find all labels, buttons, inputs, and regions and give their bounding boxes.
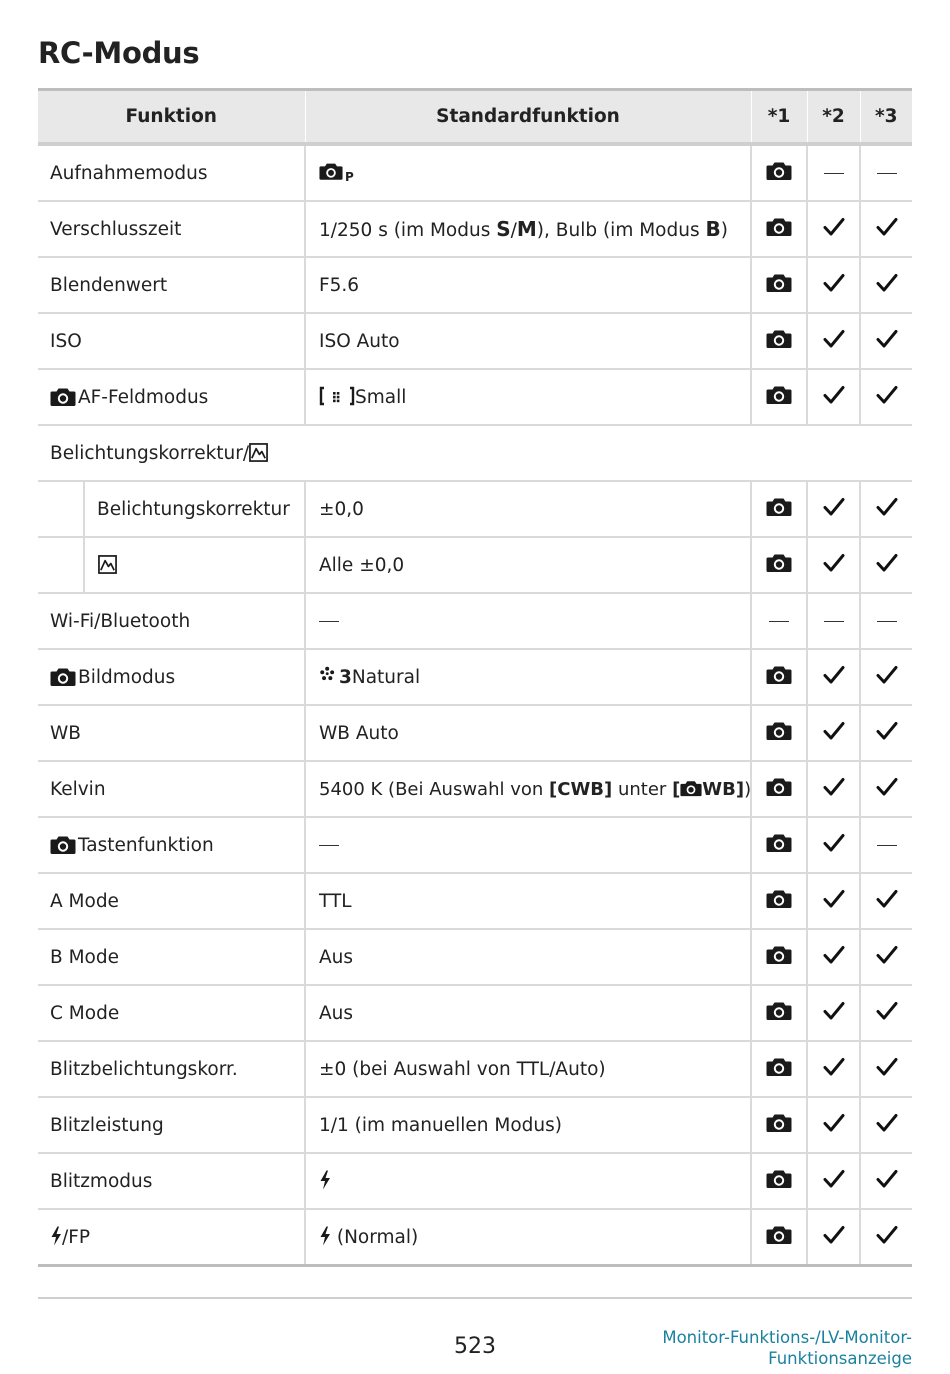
group-function bbox=[38, 425, 912, 481]
table-row bbox=[38, 649, 912, 705]
table-row bbox=[38, 369, 912, 425]
table-row bbox=[38, 313, 912, 369]
col2-checkmark-icon bbox=[807, 481, 860, 537]
col2-checkmark-icon bbox=[807, 313, 860, 369]
col3-checkmark-icon bbox=[860, 649, 912, 705]
page-title: RC-Modus bbox=[38, 36, 200, 70]
section-link-line1[interactable]: Monitor-Funktions-/LV-Monitor- bbox=[662, 1328, 912, 1347]
col1-camera-icon bbox=[751, 537, 807, 593]
function-label: /FP bbox=[62, 1227, 91, 1248]
col2-checkmark-icon bbox=[807, 649, 860, 705]
default-label: (Normal) bbox=[331, 1227, 419, 1248]
col1-dash-icon bbox=[751, 593, 807, 649]
row-default: WB Auto bbox=[305, 705, 751, 761]
row-default: ±0 (bei Auswahl von TTL/Auto) bbox=[305, 1041, 751, 1097]
row-function: WB bbox=[38, 705, 305, 761]
col3-checkmark-icon bbox=[860, 705, 912, 761]
row-default: TTL bbox=[305, 873, 751, 929]
col3-checkmark-icon bbox=[860, 201, 912, 257]
row-default bbox=[305, 369, 751, 425]
table-row bbox=[38, 481, 912, 537]
row-default: Aus bbox=[305, 929, 751, 985]
row-function: ISO bbox=[38, 313, 305, 369]
group-label: Belichtungskorrektur/ bbox=[50, 442, 250, 464]
col2-checkmark-icon bbox=[807, 1097, 860, 1153]
camera-icon bbox=[50, 667, 76, 687]
footer-divider bbox=[38, 1297, 912, 1299]
mode-b-label: B bbox=[705, 217, 721, 241]
row-function: Blitzmodus bbox=[38, 1153, 305, 1209]
table-row bbox=[38, 201, 912, 257]
col3-checkmark-icon bbox=[860, 1097, 912, 1153]
col3-dash-icon bbox=[860, 144, 912, 201]
col1-camera-icon bbox=[751, 1041, 807, 1097]
row-default: Aus bbox=[305, 985, 751, 1041]
row-default-dash-icon bbox=[305, 817, 751, 873]
row-default bbox=[305, 1209, 751, 1266]
row-function bbox=[38, 1209, 305, 1266]
flash-icon bbox=[319, 1226, 331, 1246]
table-row bbox=[38, 929, 912, 985]
page-number: 523 bbox=[454, 1334, 496, 1359]
col3-checkmark-icon bbox=[860, 1209, 912, 1266]
row-function: Aufnahmemodus bbox=[38, 144, 305, 201]
text-part: unter bbox=[612, 778, 673, 800]
col3-checkmark-icon bbox=[860, 873, 912, 929]
header-col2: *2 bbox=[807, 90, 860, 145]
table-row bbox=[38, 257, 912, 313]
col3-dash-icon bbox=[860, 817, 912, 873]
col3-checkmark-icon bbox=[860, 1153, 912, 1209]
table-row bbox=[38, 873, 912, 929]
col3-checkmark-icon bbox=[860, 257, 912, 313]
row-function bbox=[38, 649, 305, 705]
section-link-line2[interactable]: Funktionsanzeige bbox=[768, 1349, 912, 1368]
table-row bbox=[38, 1097, 912, 1153]
col1-camera-icon bbox=[751, 369, 807, 425]
col2-dash-icon bbox=[807, 593, 860, 649]
col3-checkmark-icon bbox=[860, 985, 912, 1041]
mode-m-label: M bbox=[516, 217, 537, 241]
camera-icon bbox=[50, 387, 76, 407]
col2-dash-icon bbox=[807, 144, 860, 201]
table-row bbox=[38, 1041, 912, 1097]
row-default: F5.6 bbox=[305, 257, 751, 313]
col2-checkmark-icon bbox=[807, 985, 860, 1041]
row-function: B Mode bbox=[38, 929, 305, 985]
row-function: Blitzbelichtungskorr. bbox=[38, 1041, 305, 1097]
col3-checkmark-icon bbox=[860, 369, 912, 425]
col2-checkmark-icon bbox=[807, 1209, 860, 1266]
default-label: Small bbox=[355, 387, 407, 408]
col1-camera-icon bbox=[751, 313, 807, 369]
bracket-label: [ bbox=[672, 778, 681, 800]
flash-icon bbox=[319, 1170, 331, 1190]
row-default bbox=[305, 649, 751, 705]
col2-checkmark-icon bbox=[807, 1153, 860, 1209]
row-function: Blitzleistung bbox=[38, 1097, 305, 1153]
row-function bbox=[38, 537, 305, 593]
mode-p-label: P bbox=[345, 170, 354, 184]
row-function: C Mode bbox=[38, 985, 305, 1041]
col2-checkmark-icon bbox=[807, 257, 860, 313]
row-default: ±0,0 bbox=[305, 481, 751, 537]
default-label: Natural bbox=[351, 667, 421, 688]
flash-icon bbox=[50, 1226, 62, 1246]
col1-camera-icon bbox=[751, 705, 807, 761]
picture-mode-number: 3 bbox=[339, 667, 352, 688]
text-part: ), Bulb (im Modus bbox=[536, 220, 706, 241]
header-col3: *3 bbox=[860, 90, 912, 145]
col3-checkmark-icon bbox=[860, 481, 912, 537]
col1-camera-icon bbox=[751, 1209, 807, 1266]
col1-camera-icon bbox=[751, 144, 807, 201]
col1-camera-icon bbox=[751, 481, 807, 537]
row-default bbox=[305, 1153, 751, 1209]
row-default: Alle ±0,0 bbox=[305, 537, 751, 593]
table-row bbox=[38, 1153, 912, 1209]
table-row bbox=[38, 761, 912, 817]
header-function: Funktion bbox=[38, 90, 305, 145]
gradation-icon bbox=[249, 443, 268, 462]
table-row bbox=[38, 1209, 912, 1266]
col1-camera-icon bbox=[751, 761, 807, 817]
col1-camera-icon bbox=[751, 257, 807, 313]
row-function: Verschlusszeit bbox=[38, 201, 305, 257]
col3-checkmark-icon bbox=[860, 1041, 912, 1097]
header-default: Standardfunktion bbox=[305, 90, 751, 145]
col1-camera-icon bbox=[751, 985, 807, 1041]
rc-mode-table bbox=[38, 88, 912, 1267]
text-part: ) bbox=[744, 778, 751, 800]
col1-camera-icon bbox=[751, 201, 807, 257]
col3-checkmark-icon bbox=[860, 761, 912, 817]
cwb-label: [CWB] bbox=[549, 778, 613, 800]
col2-checkmark-icon bbox=[807, 369, 860, 425]
col2-checkmark-icon bbox=[807, 761, 860, 817]
header-col1: *1 bbox=[751, 90, 807, 145]
function-label: AF-Feldmodus bbox=[78, 386, 209, 408]
table-row bbox=[38, 593, 912, 649]
picture-mode-icon bbox=[319, 666, 339, 684]
col3-checkmark-icon bbox=[860, 929, 912, 985]
row-function bbox=[38, 369, 305, 425]
table-group-row bbox=[38, 425, 912, 481]
table-row bbox=[38, 985, 912, 1041]
table-row bbox=[38, 537, 912, 593]
row-function: Blendenwert bbox=[38, 257, 305, 313]
col3-checkmark-icon bbox=[860, 537, 912, 593]
af-target-icon bbox=[319, 386, 355, 406]
col2-checkmark-icon bbox=[807, 537, 860, 593]
table-row bbox=[38, 817, 912, 873]
col2-checkmark-icon bbox=[807, 705, 860, 761]
row-function: A Mode bbox=[38, 873, 305, 929]
row-default-dash-icon bbox=[305, 593, 751, 649]
text-part: / bbox=[510, 220, 517, 241]
table-header-row bbox=[38, 90, 912, 145]
camera-icon bbox=[319, 162, 343, 181]
function-label: Belichtungskorrektur bbox=[97, 498, 290, 520]
function-label: Tastenfunktion bbox=[78, 834, 214, 856]
row-function: Wi-Fi/Bluetooth bbox=[38, 593, 305, 649]
table-row bbox=[38, 144, 912, 201]
camera-icon bbox=[50, 835, 76, 855]
wb-label: WB] bbox=[702, 778, 745, 800]
row-default: ISO Auto bbox=[305, 313, 751, 369]
row-default bbox=[305, 144, 751, 201]
col3-checkmark-icon bbox=[860, 313, 912, 369]
text-part: 1/250 s (im Modus bbox=[319, 220, 497, 241]
col2-checkmark-icon bbox=[807, 873, 860, 929]
text-part: 5400 K (Bei Auswahl von bbox=[319, 778, 550, 800]
col2-checkmark-icon bbox=[807, 1041, 860, 1097]
section-link[interactable] bbox=[662, 1327, 912, 1369]
row-function bbox=[38, 481, 305, 537]
gradation-icon bbox=[98, 555, 117, 574]
row-default: 1/1 (im manuellen Modus) bbox=[305, 1097, 751, 1153]
row-function bbox=[38, 817, 305, 873]
row-default bbox=[305, 761, 751, 817]
row-function: Kelvin bbox=[38, 761, 305, 817]
col2-checkmark-icon bbox=[807, 201, 860, 257]
function-label: Bildmodus bbox=[78, 666, 176, 688]
col1-camera-icon bbox=[751, 649, 807, 705]
row-default bbox=[305, 201, 751, 257]
col1-camera-icon bbox=[751, 1153, 807, 1209]
text-part: ) bbox=[720, 220, 728, 241]
table-row bbox=[38, 705, 912, 761]
camera-icon bbox=[680, 780, 702, 797]
col1-camera-icon bbox=[751, 1097, 807, 1153]
col1-camera-icon bbox=[751, 929, 807, 985]
col3-dash-icon bbox=[860, 593, 912, 649]
col1-camera-icon bbox=[751, 817, 807, 873]
col2-checkmark-icon bbox=[807, 817, 860, 873]
mode-s-label: S bbox=[496, 217, 511, 241]
col2-checkmark-icon bbox=[807, 929, 860, 985]
col1-camera-icon bbox=[751, 873, 807, 929]
